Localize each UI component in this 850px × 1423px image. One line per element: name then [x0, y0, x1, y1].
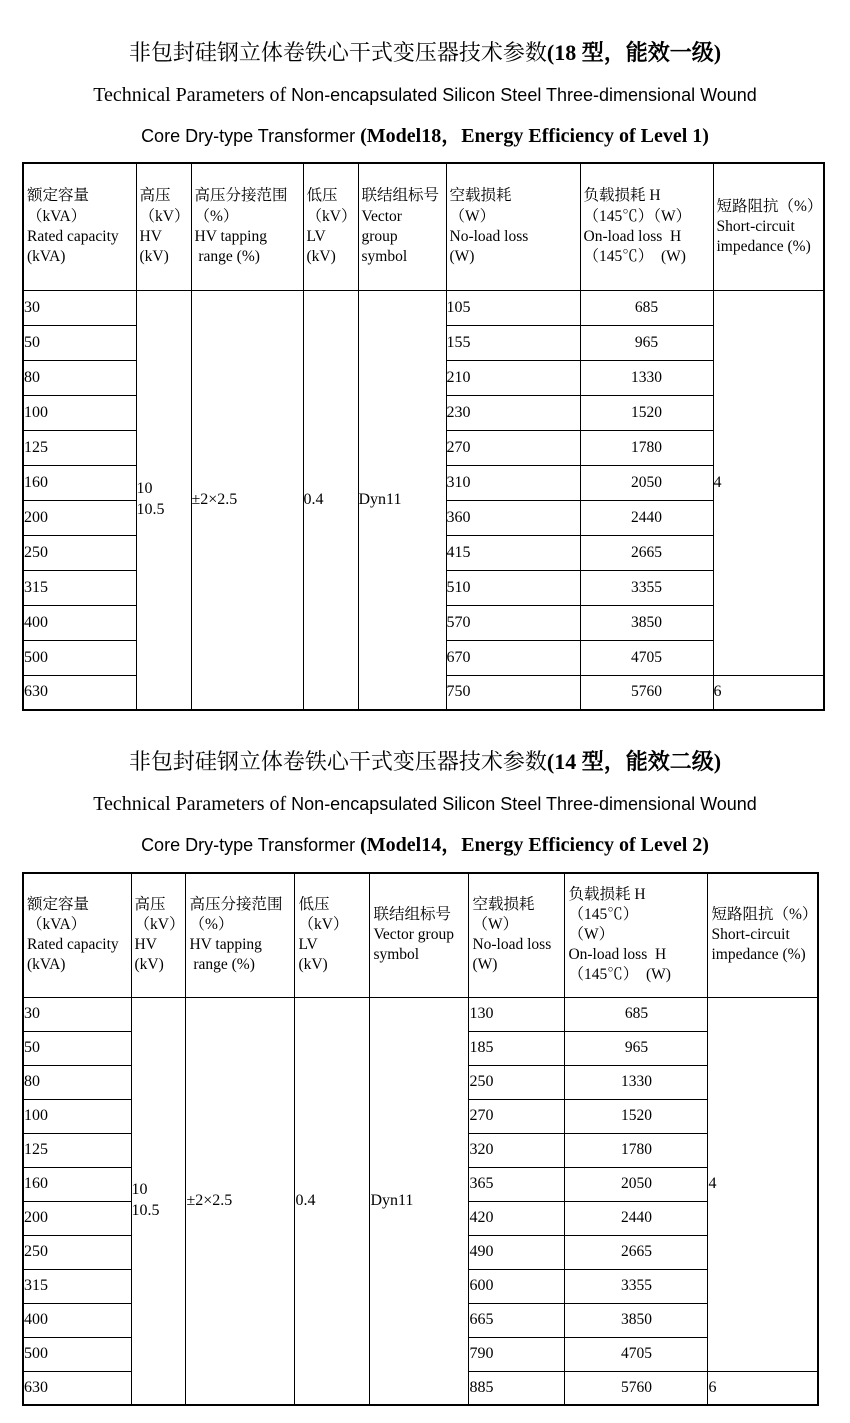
- model18-title-en-line1-body: Non-encapsulated Silicon Steel Three-dimensional Wound: [291, 85, 757, 105]
- model18-header-row: [23, 163, 824, 290]
- col-header-hv-voltage-text: [132, 893, 186, 978]
- header-line: HV: [139, 227, 162, 245]
- header-line: 联结组标号: [361, 187, 440, 205]
- no-load-loss-value: 270: [469, 1099, 565, 1133]
- col-header-short-circuit-impedance: [708, 873, 818, 997]
- header-line: Vector group: [373, 926, 454, 944]
- on-load-loss-value: 1520: [565, 1099, 708, 1133]
- col-header-hv-tapping-range-text: [192, 184, 303, 269]
- header-line: range (%): [194, 247, 260, 265]
- hv-tapping-range-value: ±2×2.5: [186, 997, 295, 1405]
- header-line: 短路阻抗（%）: [716, 197, 823, 215]
- lv-voltage-value: 0.4: [295, 997, 370, 1405]
- rated-capacity-value: 80: [23, 360, 136, 395]
- header-line: (W): [472, 956, 498, 974]
- col-header-on-load-loss-text: [581, 184, 713, 269]
- on-load-loss-value: 2440: [580, 500, 713, 535]
- short-circuit-impedance-last-value: 6: [708, 1371, 818, 1405]
- header-line: (kVA): [27, 247, 66, 265]
- on-load-loss-value: 1780: [580, 430, 713, 465]
- header-line: （kVA）: [27, 207, 87, 225]
- header-line: Short-circuit: [711, 926, 790, 944]
- header-line: 负载损耗 H: [583, 187, 661, 205]
- table-row: [23, 997, 818, 1031]
- rated-capacity-value: 400: [23, 1303, 131, 1337]
- on-load-loss-value: 2665: [580, 535, 713, 570]
- no-load-loss-value: 570: [446, 605, 580, 640]
- header-line: （145℃） (W): [568, 966, 671, 984]
- no-load-loss-value: 885: [469, 1371, 565, 1405]
- rated-capacity-value: 50: [23, 1031, 131, 1065]
- header-line: (kV): [298, 956, 328, 974]
- col-header-rated-capacity-text: [24, 893, 131, 978]
- rated-capacity-value: 500: [23, 640, 136, 675]
- rated-capacity-value: 200: [23, 1201, 131, 1235]
- model14-header-row: [23, 873, 818, 997]
- no-load-loss-value: 490: [469, 1235, 565, 1269]
- on-load-loss-value: 5760: [565, 1371, 708, 1405]
- no-load-loss-value: 360: [446, 500, 580, 535]
- rated-capacity-value: 500: [23, 1337, 131, 1371]
- hv-voltage-line: 10: [136, 479, 153, 497]
- header-line: Short-circuit: [716, 217, 795, 235]
- model14-title-en-line2-lead: Core Dry-type Transformer: [141, 835, 361, 855]
- model14-parameters-table: [22, 872, 819, 1406]
- model18-title-zh-main: 非包封硅钢立体卷铁心干式变压器技术参数: [128, 40, 547, 65]
- model18-section: [0, 0, 850, 711]
- header-line: 高压分接范围: [189, 895, 283, 913]
- header-line: （%）: [189, 916, 234, 934]
- table-row: [23, 290, 824, 325]
- on-load-loss-value: 2665: [565, 1235, 708, 1269]
- rated-capacity-value: 160: [23, 1167, 131, 1201]
- rated-capacity-value: 315: [23, 1269, 131, 1303]
- model18-title-en-line1: [0, 68, 850, 109]
- col-header-short-circuit-impedance-text: [708, 903, 817, 967]
- on-load-loss-value: 3355: [580, 570, 713, 605]
- col-header-hv-voltage: [131, 873, 186, 997]
- rated-capacity-value: 250: [23, 535, 136, 570]
- no-load-loss-value: 415: [446, 535, 580, 570]
- on-load-loss-value: 3850: [580, 605, 713, 640]
- no-load-loss-value: 320: [469, 1133, 565, 1167]
- header-line: HV tapping: [194, 227, 267, 245]
- header-line: Rated capacity: [27, 227, 119, 245]
- col-header-hv-voltage: [136, 163, 191, 290]
- header-line: symbol: [373, 946, 420, 964]
- vector-group-value: Dyn11: [358, 290, 446, 710]
- header-line: 额定容量: [27, 895, 90, 913]
- header-line: No-load loss: [449, 227, 529, 245]
- col-header-rated-capacity: [23, 163, 136, 290]
- no-load-loss-value: 250: [469, 1065, 565, 1099]
- header-line: 高压: [139, 187, 171, 205]
- rated-capacity-value: 630: [23, 1371, 131, 1405]
- header-line: Vector: [361, 207, 402, 225]
- col-header-lv-voltage-text: [295, 893, 369, 978]
- header-line: （W）: [568, 926, 615, 944]
- rated-capacity-value: 400: [23, 605, 136, 640]
- on-load-loss-value: 2050: [580, 465, 713, 500]
- col-header-on-load-loss: [580, 163, 713, 290]
- col-header-vector-group-text: [370, 903, 468, 967]
- on-load-loss-value: 1780: [565, 1133, 708, 1167]
- hv-tapping-range-value: ±2×2.5: [191, 290, 303, 710]
- header-line: (kVA): [27, 956, 66, 974]
- col-header-no-load-loss: [446, 163, 580, 290]
- model18-parameters-table: [22, 162, 825, 711]
- col-header-rated-capacity: [23, 873, 131, 997]
- model18-title-zh: [0, 0, 850, 68]
- short-circuit-impedance-value: 4: [713, 290, 824, 675]
- no-load-loss-value: 270: [446, 430, 580, 465]
- model14-title-en-line2: [0, 818, 850, 859]
- rated-capacity-value: 100: [23, 395, 136, 430]
- header-line: 空载损耗: [472, 895, 535, 913]
- no-load-loss-value: 105: [446, 290, 580, 325]
- no-load-loss-value: 155: [446, 325, 580, 360]
- col-header-lv-voltage: [295, 873, 370, 997]
- rated-capacity-value: 160: [23, 465, 136, 500]
- model18-title-zh-suffix: (18 型，能效一级): [546, 40, 722, 65]
- header-line: （kVA）: [27, 916, 87, 934]
- on-load-loss-value: 2050: [565, 1167, 708, 1201]
- hv-voltage-line: 10.5: [131, 1201, 160, 1219]
- header-line: symbol: [361, 247, 408, 265]
- model14-title-zh: [0, 711, 850, 777]
- on-load-loss-value: 965: [565, 1031, 708, 1065]
- model18-title-en-line2-lead: Core Dry-type Transformer: [141, 126, 361, 146]
- hv-voltage-line: 10.5: [136, 500, 165, 518]
- header-line: （145℃）（W）: [583, 207, 692, 225]
- col-header-short-circuit-impedance: [713, 163, 824, 290]
- header-line: On-load loss H: [583, 227, 682, 245]
- model14-table-body: [23, 997, 818, 1405]
- header-line: 负载损耗 H（145℃）: [568, 885, 646, 924]
- model14-table-header: [23, 873, 818, 997]
- model14-title-en-line1-lead: Technical Parameters of: [93, 793, 292, 815]
- no-load-loss-value: 750: [446, 675, 580, 710]
- no-load-loss-value: 185: [469, 1031, 565, 1065]
- header-line: 联结组标号: [373, 906, 451, 924]
- header-line: 低压: [298, 895, 330, 913]
- col-header-rated-capacity-text: [24, 184, 136, 269]
- on-load-loss-value: 965: [580, 325, 713, 360]
- model14-title-en-line1: [0, 777, 850, 818]
- on-load-loss-value: 3355: [565, 1269, 708, 1303]
- hv-voltage-line: 10: [131, 1180, 148, 1198]
- hv-voltage-value: [136, 290, 191, 710]
- rated-capacity-value: 315: [23, 570, 136, 605]
- no-load-loss-value: 365: [469, 1167, 565, 1201]
- col-header-hv-tapping-range-text: [186, 893, 294, 978]
- no-load-loss-value: 230: [446, 395, 580, 430]
- col-header-on-load-loss-text: [565, 883, 707, 988]
- model14-title-zh-suffix: (14 型，能效二级): [546, 749, 722, 774]
- header-line: （%）: [194, 207, 239, 225]
- rated-capacity-value: 250: [23, 1235, 131, 1269]
- header-line: impedance (%): [716, 237, 811, 255]
- on-load-loss-value: 685: [580, 290, 713, 325]
- no-load-loss-value: 600: [469, 1269, 565, 1303]
- model18-title-en-line2: [0, 109, 850, 150]
- header-line: 额定容量: [27, 187, 90, 205]
- rated-capacity-value: 200: [23, 500, 136, 535]
- on-load-loss-value: 4705: [565, 1337, 708, 1371]
- col-header-hv-tapping-range: [186, 873, 295, 997]
- no-load-loss-value: 130: [469, 997, 565, 1031]
- rated-capacity-value: 30: [23, 997, 131, 1031]
- no-load-loss-value: 210: [446, 360, 580, 395]
- model18-title-en-line2-body: (Model18，Energy Efficiency of Level 1): [360, 125, 709, 147]
- header-line: group: [361, 227, 398, 245]
- model18-title-en-line1-lead: Technical Parameters of: [93, 84, 292, 106]
- col-header-vector-group: [358, 163, 446, 290]
- col-header-hv-voltage-text: [137, 184, 191, 269]
- header-line: On-load loss H: [568, 946, 667, 964]
- model14-section: [0, 711, 850, 1406]
- short-circuit-impedance-last-value: 6: [713, 675, 824, 710]
- header-line: 低压: [306, 187, 338, 205]
- header-line: (kV): [139, 247, 169, 265]
- rated-capacity-value: 80: [23, 1065, 131, 1099]
- header-line: （145℃） (W): [583, 247, 686, 265]
- col-header-lv-voltage: [303, 163, 358, 290]
- header-line: HV tapping: [189, 936, 262, 954]
- no-load-loss-value: 665: [469, 1303, 565, 1337]
- on-load-loss-value: 1330: [580, 360, 713, 395]
- on-load-loss-value: 1520: [580, 395, 713, 430]
- col-header-no-load-loss-text: [469, 893, 564, 978]
- header-line: （kV）: [134, 916, 185, 934]
- header-line: (W): [449, 247, 475, 265]
- on-load-loss-value: 1330: [565, 1065, 708, 1099]
- vector-group-value: Dyn11: [370, 997, 469, 1405]
- rated-capacity-value: 30: [23, 290, 136, 325]
- no-load-loss-value: 670: [446, 640, 580, 675]
- short-circuit-impedance-value: 4: [708, 997, 818, 1371]
- header-line: LV: [306, 227, 326, 245]
- col-header-no-load-loss: [469, 873, 565, 997]
- header-line: HV: [134, 936, 157, 954]
- lv-voltage-value: 0.4: [303, 290, 358, 710]
- header-line: 空载损耗: [449, 187, 512, 205]
- header-line: impedance (%): [711, 946, 806, 964]
- col-header-vector-group-text: [359, 184, 446, 269]
- col-header-short-circuit-impedance-text: [714, 195, 824, 259]
- on-load-loss-value: 5760: [580, 675, 713, 710]
- model14-title-en-line1-body: Non-encapsulated Silicon Steel Three-dimensional Wound: [291, 794, 757, 814]
- header-line: range (%): [189, 956, 255, 974]
- header-line: Rated capacity: [27, 936, 119, 954]
- on-load-loss-value: 2440: [565, 1201, 708, 1235]
- col-header-no-load-loss-text: [447, 184, 580, 269]
- rated-capacity-value: 100: [23, 1099, 131, 1133]
- hv-voltage-value: [131, 997, 186, 1405]
- header-line: 短路阻抗（%）: [711, 906, 818, 924]
- header-line: (kV): [134, 956, 164, 974]
- col-header-lv-voltage-text: [304, 184, 358, 269]
- header-line: （kV）: [298, 916, 349, 934]
- col-header-vector-group: [370, 873, 469, 997]
- header-line: （kV）: [306, 207, 357, 225]
- rated-capacity-value: 50: [23, 325, 136, 360]
- model14-title-zh-main: 非包封硅钢立体卷铁心干式变压器技术参数: [128, 749, 547, 774]
- header-line: 高压: [134, 895, 166, 913]
- on-load-loss-value: 4705: [580, 640, 713, 675]
- header-line: （W）: [472, 916, 519, 934]
- rated-capacity-value: 125: [23, 430, 136, 465]
- model14-title-en-line2-body: (Model14，Energy Efficiency of Level 2): [360, 834, 709, 856]
- on-load-loss-value: 3850: [565, 1303, 708, 1337]
- col-header-hv-tapping-range: [191, 163, 303, 290]
- model18-table-header: [23, 163, 824, 290]
- header-line: LV: [298, 936, 318, 954]
- no-load-loss-value: 510: [446, 570, 580, 605]
- header-line: （W）: [449, 207, 496, 225]
- no-load-loss-value: 420: [469, 1201, 565, 1235]
- header-line: （kV）: [139, 207, 190, 225]
- col-header-on-load-loss: [565, 873, 708, 997]
- header-line: No-load loss: [472, 936, 552, 954]
- header-line: 高压分接范围: [194, 187, 288, 205]
- rated-capacity-value: 125: [23, 1133, 131, 1167]
- model18-table-body: [23, 290, 824, 710]
- no-load-loss-value: 790: [469, 1337, 565, 1371]
- no-load-loss-value: 310: [446, 465, 580, 500]
- rated-capacity-value: 630: [23, 675, 136, 710]
- on-load-loss-value: 685: [565, 997, 708, 1031]
- header-line: (kV): [306, 247, 336, 265]
